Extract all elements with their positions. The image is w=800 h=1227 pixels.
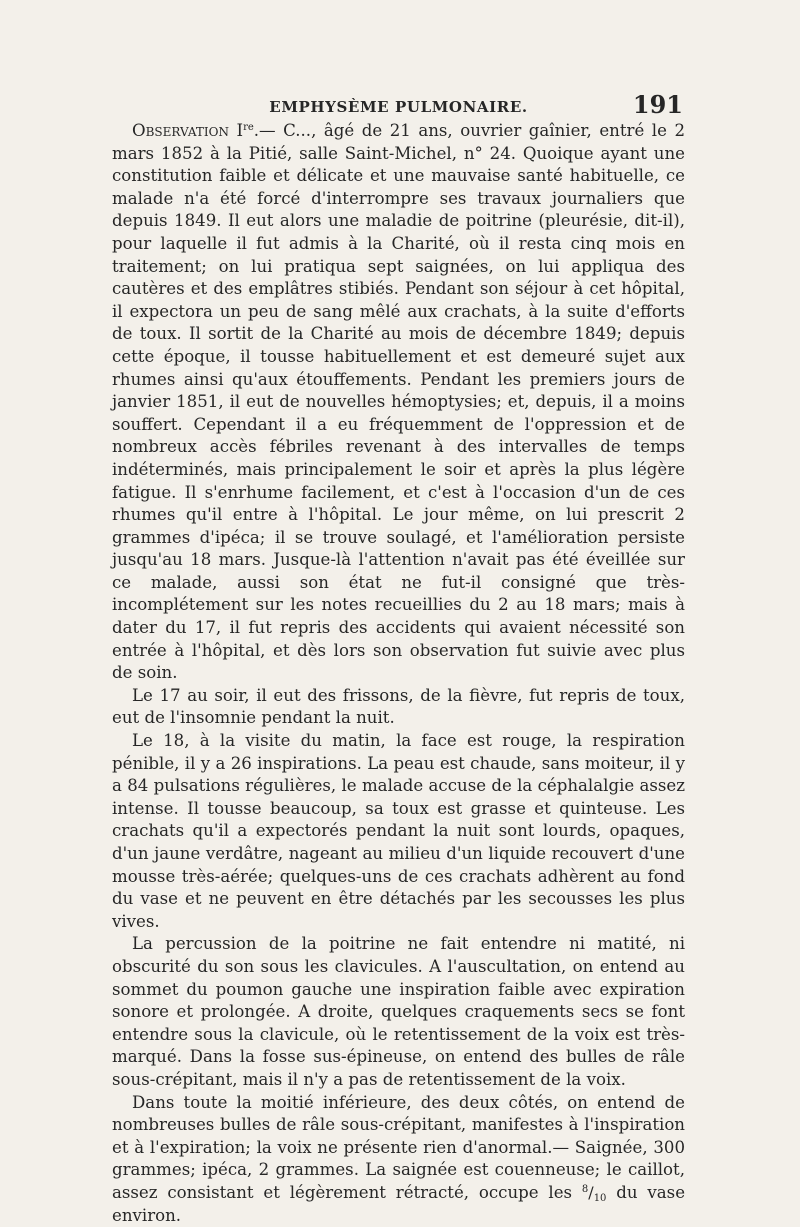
paragraph-lower-half [112, 1092, 685, 1227]
lower-half-text: Dans toute la moitié inférieure, des deux côtés, on entend de nombreuses bulles de râle sous-crépitant, manifestes à l'inspiration et à l'expiration; la voix ne présente rien d'anormal.— Saignée, 300 grammes; ipéca, 2 grammes. La saignée est couenneuse; le caillot, assez consistant et légèrement rétracté, occupe les [112, 1092, 685, 1202]
observation-number: I [236, 121, 244, 140]
observation-label: Observation [132, 121, 229, 140]
page-header [112, 86, 685, 120]
page-number: 191 [632, 90, 683, 119]
fraction: $^8/_{10}$ [581, 1182, 607, 1204]
paragraph-18-morning: Le 18, à la visite du matin, la face est rouge, la respiration pénible, il y a 26 inspirations. La peau est chaude, sans moiteur, il y a 84 pulsations régulières, le malade accuse de la céphalalgie assez intense. Il tousse beaucoup, sa toux est grasse et quinteuse. Les crachats qu'il a expectorés pendant la nuit sont lourds, opaques, d'un jaune verdâtre, nageant au milieu d'un liquide recouvert d'une mousse très-aérée; quelques-uns de ces crachats adhèrent au fond du vase et ne peuvent en être détachés par les secousses les plus vives. [112, 731, 685, 931]
fraction-numerator: 8 [581, 1183, 589, 1195]
paragraph-observation [112, 120, 685, 685]
observation-text: .— C..., âgé de 21 ans, ouvrier gaînier, entré le 2 mars 1852 à la Pitié, salle Saint-Michel, n° 24. Quoique ayant une constitution faible et délicate et une mauvaise santé habituelle, ce malade n'a été forcé d'interrompre ses travaux journaliers que depuis 1849. Il eut alors une maladie de poitrine (pleurésie, dit-il), pour laquelle il fut admis à la Charité, où il resta cinq mois en traitement; on lui pratiqua sept saignées, on lui appliqua des cautères et des emplâtres stibiés. Pendant son séjour à cet hôpital, il expectora un peu de sang mêlé aux crachats, à la suite d'efforts de toux. Il sortit de la Charité au mois de décembre 1849; depuis cette époque, il tousse habituellement et est demeuré sujet aux rhumes ainsi qu'aux étouffements. Pendant les premiers jours de janvier 1851, il eut de nouvelles hémoptysies; et, depuis, il a moins souffert. Cependant il a eu fréquemment de l'oppression et de nombreux accès fébriles revenant à des intervalles de temps indéterminés, mais principalement le soir et après la plus légère fatigue. Il s'enrhume facilement, et c'est à l'occasion d'un de ces rhumes qu'il entre à l'hôpital. Le jour même, on lui prescrit 2 grammes d'ipéca; il se trouve soulagé, et l'amélioration persiste jusqu'au 18 mars. Jusque-là l'attention n'avait pas été éveillée sur ce malade, aussi son état ne fut-il consigné que très-incomplétement sur les notes recueillies du 2 au 18 mars; mais à dater du 17, il fut repris des accidents qui avaient nécessité son entrée à l'hôpital, et dès lors son observation fut suivie avec plus de soin. [112, 121, 685, 683]
running-title: EMPHYSÈME PULMONAIRE. [269, 98, 528, 116]
observation-number-sup: re [243, 122, 254, 133]
fraction-denominator: 10 [593, 1192, 607, 1204]
body-text [112, 120, 685, 1227]
paragraph-17-evening: Le 17 au soir, il eut des frissons, de la fièvre, fut repris de toux, eut de l'insomnie pendant la nuit. [112, 685, 685, 728]
book-page [112, 86, 685, 1227]
paragraph-percussion: La percussion de la poitrine ne fait entendre ni matité, ni obscurité du son sous les clavicules. A l'auscultation, on entend au sommet du poumon gauche une inspiration faible avec expiration sonore et prolongée. A droite, quelques craquements secs se font entendre sous la clavicule, où le retentissement de la voix est très-marqué. Dans la fosse sus-épineuse, on entend des bulles de râle sous-crépitant, mais il n'y a pas de retentissement de la voix. [112, 934, 685, 1089]
lower-half-text-end: du vase environ. [112, 1182, 686, 1225]
